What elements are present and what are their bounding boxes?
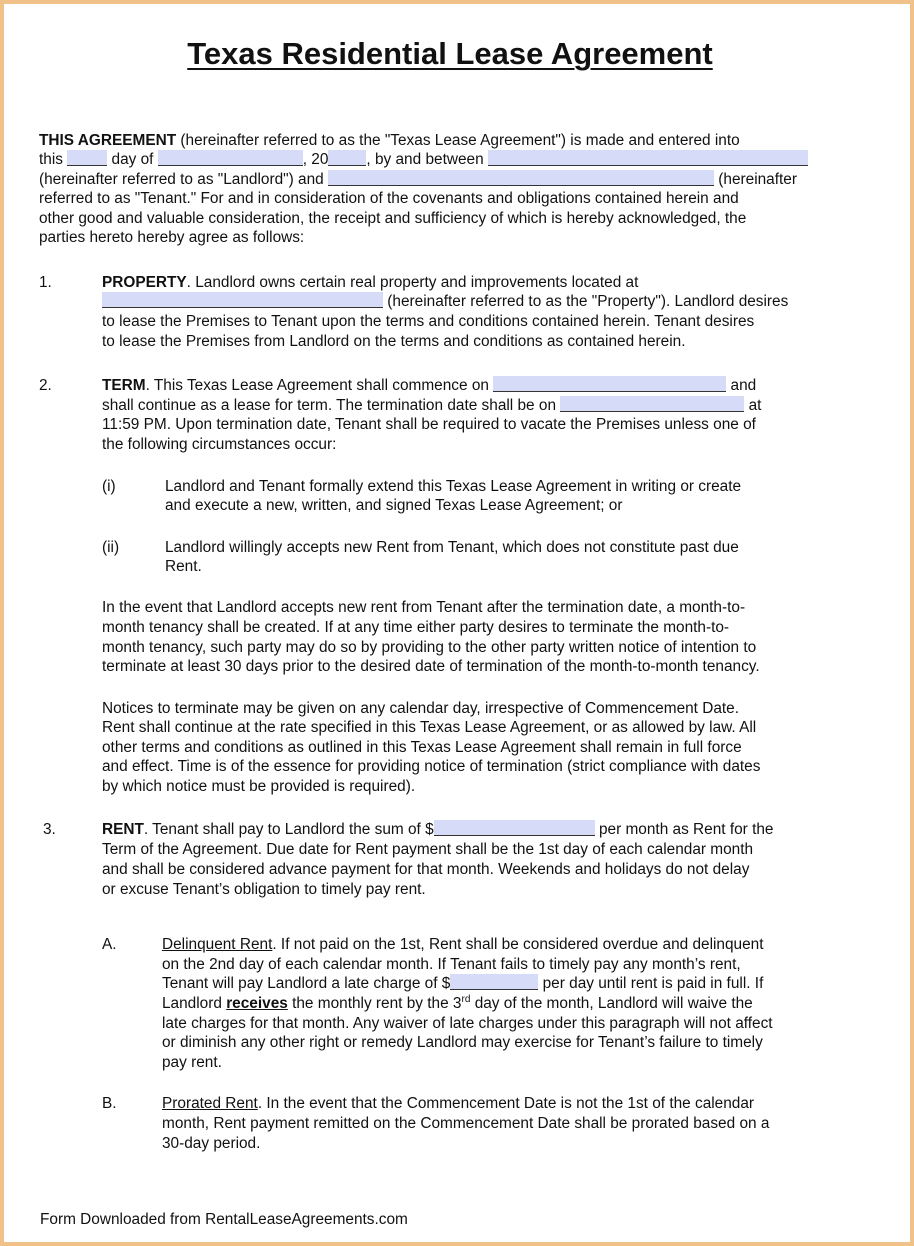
holdover-line-2: month tenancy shall be created. If at any time either party desires to terminate the month-to- <box>102 619 730 636</box>
item-a-line-5: late charges for that month. Any waiver of late charges under this paragraph will not affect <box>162 1015 773 1032</box>
item-b-line-1: Prorated Rent. In the event that the Commencement Date is not the 1st of the calendar <box>162 1095 755 1112</box>
intro-line-4: referred to as "Tenant." For and in consideration of the covenants and obligations contained herein and <box>39 190 739 207</box>
holdover-line-3: month tenancy, such party may do so by providing to the other party written notice of intention to <box>102 639 757 656</box>
item-i-line-2: and execute a new, written, and signed Texas Lease Agreement; or <box>165 497 623 514</box>
section-3-line-2: Term of the Agreement. Due date for Rent payment shall be the 1st day of each calendar month <box>102 841 754 858</box>
item-a-line-2: on the 2nd day of each calendar month. If Tenant fails to timely pay any month’s rent, <box>162 956 741 973</box>
section-2-line-1: TERM. This Texas Lease Agreement shall commence on and <box>102 377 757 394</box>
holdover-line-1: In the event that Landlord accepts new rent from Tenant after the termination date, a month-to- <box>102 599 746 616</box>
intro-line-6: parties hereto hereby agree as follows: <box>39 229 305 246</box>
intro-line-5: other good and valuable consideration, the receipt and sufficiency of which is hereby acknowledged, the <box>39 210 747 227</box>
section-1-line-1: PROPERTY. Landlord owns certain real property and improvements located at <box>102 274 639 291</box>
item-a-line-6: or diminish any other right or remedy Landlord may exercise for Tenant’s failure to timely <box>162 1034 763 1051</box>
section-3-line-3: and shall be considered advance payment for that month. Weekends and holidays do not delay <box>102 861 750 878</box>
monthly-rent-field[interactable] <box>434 820 595 836</box>
document-title: Texas Residential Lease Agreement <box>187 36 713 71</box>
day-field[interactable] <box>67 150 107 166</box>
commencement-date-field[interactable] <box>493 376 726 392</box>
section-2-number: 2. <box>39 377 52 394</box>
holdover-line-4: terminate at least 30 days prior to the desired date of termination of the month-to-month tenancy. <box>102 658 760 675</box>
property-address-field[interactable] <box>102 292 383 308</box>
item-a-line-3: Tenant will pay Landlord a late charge of $ per day until rent is paid in full. If <box>162 975 764 992</box>
item-b-number: B. <box>102 1095 117 1112</box>
month-field[interactable] <box>158 150 303 166</box>
section-2-line-3: 11:59 PM. Upon termination date, Tenant shall be required to vacate the Premises unless one of <box>102 416 756 433</box>
section-1-line-2: (hereinafter referred to as the "Property"). Landlord desires <box>102 292 788 312</box>
tenant-name-field[interactable] <box>328 170 714 186</box>
intro-line-1: THIS AGREEMENT (hereinafter referred to as the "Texas Lease Agreement") is made and entered into <box>39 132 740 149</box>
item-i-number: (i) <box>102 478 116 495</box>
footer-credit: Form Downloaded from RentalLeaseAgreements.com <box>40 1211 408 1228</box>
section-2-line-2: shall continue as a lease for term. The termination date shall be on at <box>102 397 762 414</box>
item-ii-number: (ii) <box>102 539 120 556</box>
item-a-line-4: Landlord receives the monthly rent by the 3rd day of the month, Landlord will waive the <box>162 993 753 1012</box>
item-a-line-7: pay rent. <box>162 1054 222 1071</box>
notices-line-2: Rent shall continue at the rate specified in this Texas Lease Agreement, or as allowed by law. All <box>102 719 757 736</box>
year-field[interactable] <box>328 150 366 166</box>
termination-date-field[interactable] <box>560 396 744 412</box>
item-a-number: A. <box>102 936 117 953</box>
section-3-number: 3. <box>43 821 56 838</box>
late-charge-field[interactable] <box>450 974 538 990</box>
section-3-line-1: RENT. Tenant shall pay to Landlord the sum of $ per month as Rent for the <box>102 821 774 838</box>
item-b-line-2: month, Rent payment remitted on the Commencement Date shall be prorated based on a <box>162 1115 770 1132</box>
notices-line-5: by which notice must be provided is required). <box>102 778 416 795</box>
item-i-line-1: Landlord and Tenant formally extend this Texas Lease Agreement in writing or create <box>165 478 742 495</box>
intro-line-2: this day of , 20 , by and between <box>39 150 808 170</box>
item-a-line-1: Delinquent Rent. If not paid on the 1st, Rent shall be considered overdue and delinquent <box>162 936 764 953</box>
landlord-name-field[interactable] <box>488 150 808 166</box>
section-1-number: 1. <box>39 274 52 291</box>
item-ii-line-2: Rent. <box>165 558 202 575</box>
notices-line-4: and effect. Time is of the essence for providing notice of termination (strict compliance with dates <box>102 758 761 775</box>
intro-line-3: (hereinafter referred to as "Landlord") and (hereinafter <box>39 171 797 188</box>
section-1-line-4: to lease the Premises from Landlord on the terms and conditions as contained herein. <box>102 333 686 350</box>
notices-line-1: Notices to terminate may be given on any calendar day, irrespective of Commencement Date. <box>102 700 740 717</box>
item-b-line-3: 30-day period. <box>162 1135 261 1152</box>
section-3-line-4: or excuse Tenant’s obligation to timely pay rent. <box>102 881 426 898</box>
item-ii-line-1: Landlord willingly accepts new Rent from Tenant, which does not constitute past due <box>165 539 739 556</box>
notices-line-3: other terms and conditions as outlined in this Texas Lease Agreement shall remain in full force <box>102 739 742 756</box>
section-1-line-3: to lease the Premises to Tenant upon the terms and conditions contained herein. Tenant desires <box>102 313 755 330</box>
section-2-line-4: the following circumstances occur: <box>102 436 337 453</box>
